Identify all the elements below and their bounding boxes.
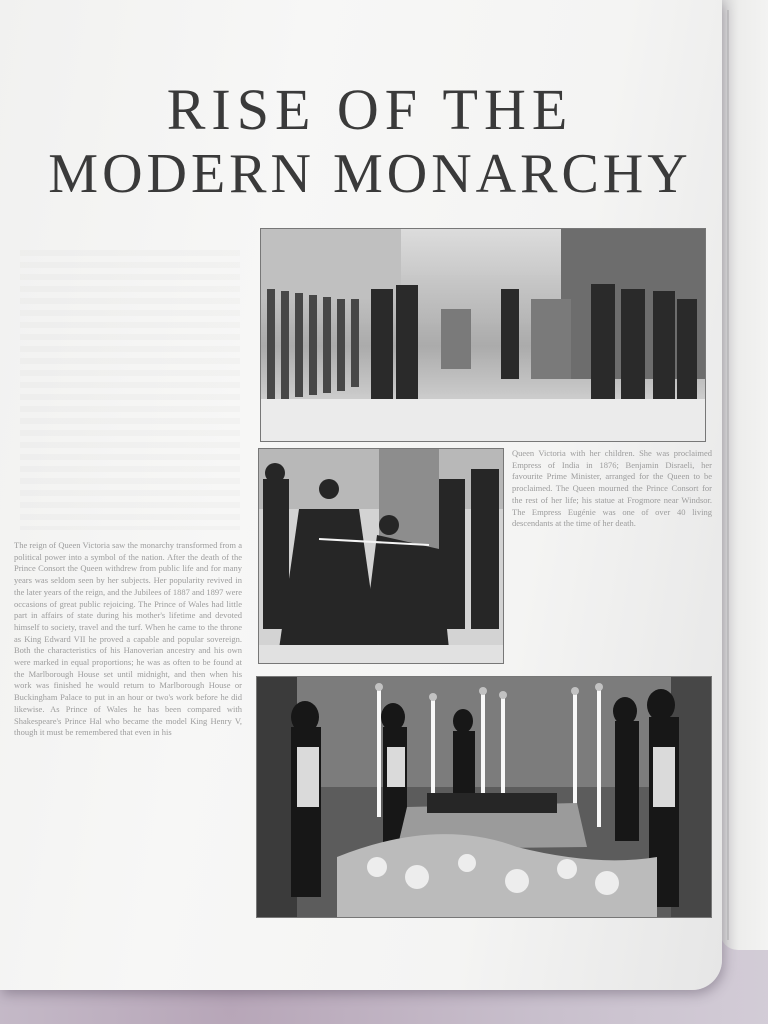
right-text-column bbox=[512, 448, 712, 580]
page-gutter-line bbox=[727, 10, 729, 940]
procession-engraving-icon bbox=[261, 229, 705, 441]
knighting-ceremony-icon bbox=[259, 449, 503, 663]
procession-photo bbox=[260, 228, 706, 442]
title-line-2: MODERN MONARCHY bbox=[48, 143, 692, 205]
faded-text-area bbox=[20, 250, 240, 530]
lying-in-state-photo bbox=[256, 676, 712, 918]
left-text-column bbox=[14, 540, 242, 920]
left-column-text: The reign of Queen Victoria saw the monarchy transformed from a political power into a symbol of the nation. After the death of the Prince Consort the Queen withdrew from public life and for many years was seldom seen by her subjects. Her popularity revived in the later years of the reign, and the Jubilees of 1887 and 1897 were occasions of great public rejoicing. The Prince of Wales had little part in affairs of state during his mother's lifetime and devoted himself to society, travel and the turf. When he came to the throne as King Edward VII he proved a capable and popular sovereign. Both the characteristics of his Hanoverian ancestry and his own were marked in equal proportions; he was as often to be found at the Marlborough House set until midnight, and then when his work was finished he would return to Marlborough House or Buckingham Palace to put in an hour or two's work before he did likewise. As Prince of Wales he has been compared with Shakespeare's Prince Hal who became the model King Henry V, though it must be remembered that even in his bbox=[14, 540, 242, 738]
lying-in-state-icon bbox=[257, 677, 711, 917]
title-line-1: RISE OF THE bbox=[166, 77, 574, 142]
page-title bbox=[20, 78, 720, 206]
ceremony-photo bbox=[258, 448, 504, 664]
right-column-text: Queen Victoria with her children. She was proclaimed Empress of India in 1876; Benjamin Disraeli, her favourite Prime Minister, arranged for the Queen to be proclaimed. The Queen mourned the Prince Consort for the rest of her life; his statue at Frogmore near Windsor. The Empress Eugénie was one of over 40 living descendants at the time of her death. bbox=[512, 448, 712, 529]
